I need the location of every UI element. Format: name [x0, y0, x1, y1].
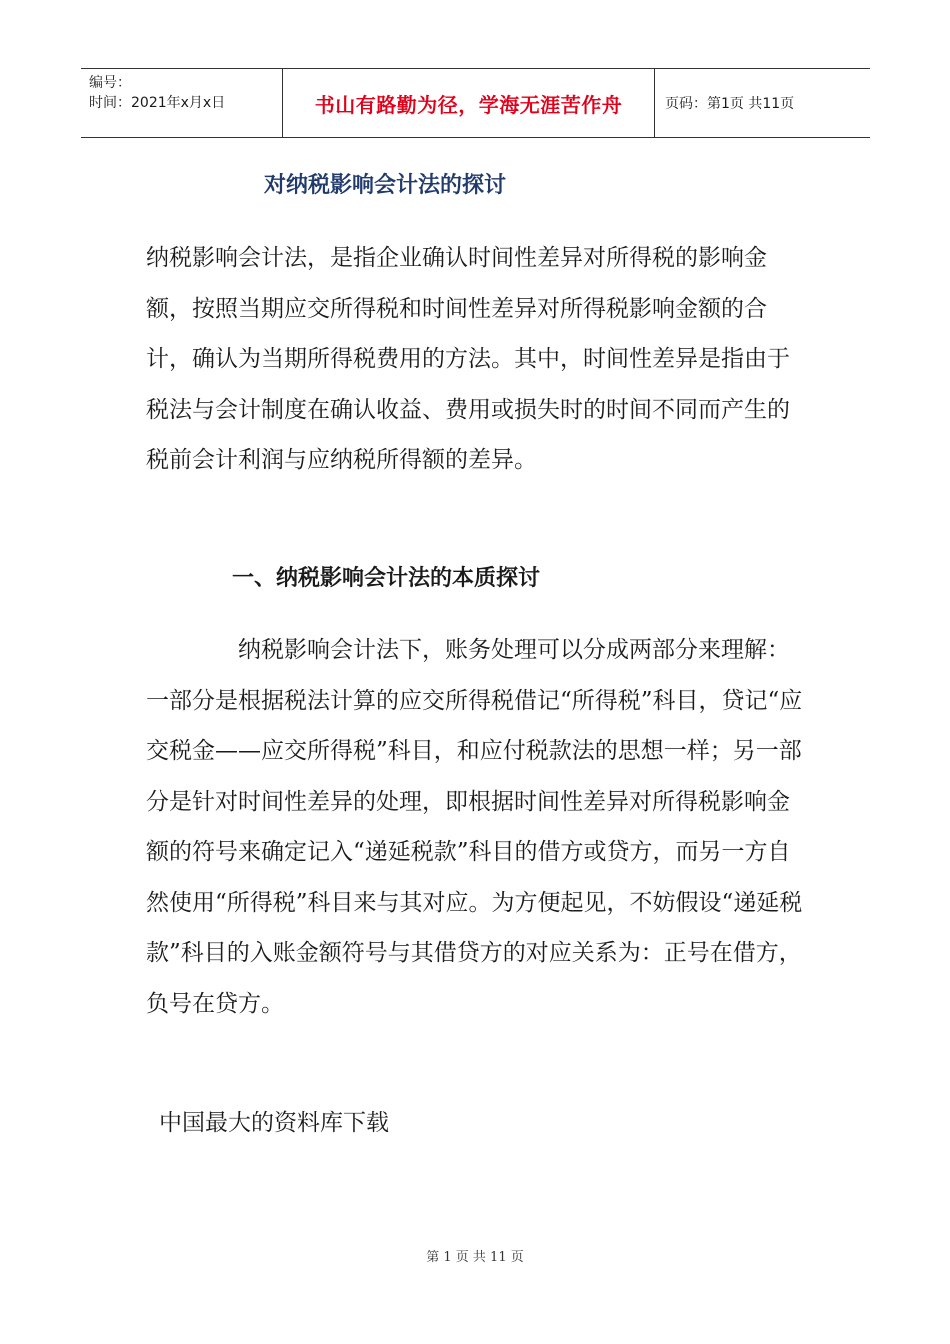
page-info-text: 页码：第1页 共11页: [665, 96, 795, 112]
download-note: 中国最大的资料库下载: [159, 1110, 389, 1136]
page-footer: 第 1 页 共 11 页: [426, 1250, 524, 1265]
document-title: 对纳税影响会计法的探讨: [263, 173, 506, 198]
header-page-info: [655, 69, 870, 137]
number-label: 编号：: [89, 75, 131, 91]
header-table: [81, 68, 870, 138]
section-body-paragraph: 纳税影响会计法下，账务处理可以分成两部分来理解：一部分是根据税法计算的应交所得税借记“所得税”科目，贷记“应交税金——应交所得税”科目，和应付税款法的思想一样；另一部分是针对时间性差异的处理，即根据时间性差异对所得税影响金额的符号来确定记入“递延税款”科目的借方或贷方，而另一方自然使用“所得税”科目来与其对应。为方便起见，不妨假设“递延税款”科目的入账金额符号与其借贷方的对应关系为：正号在借方，负号在贷方。: [146, 637, 803, 1017]
header-motto-cell: [282, 69, 655, 137]
header-meta: [81, 69, 282, 137]
section-heading: 一、纳税影响会计法的本质探讨: [232, 566, 541, 591]
time-label: 时间：2021年x月x日: [89, 95, 226, 111]
header-motto: 书山有路勤为径，学海无涯苦作舟: [314, 92, 623, 117]
intro-paragraph: 纳税影响会计法，是指企业确认时间性差异对所得税的影响金额，按照当期应交所得税和时间性差异对所得税影响金额的合计，确认为当期所得税费用的方法。其中，时间性差异是指由于税法与会计制度在确认收益、费用或损失时的时间不同而产生的税前会计利润与应纳税所得额的差异。: [146, 245, 790, 473]
